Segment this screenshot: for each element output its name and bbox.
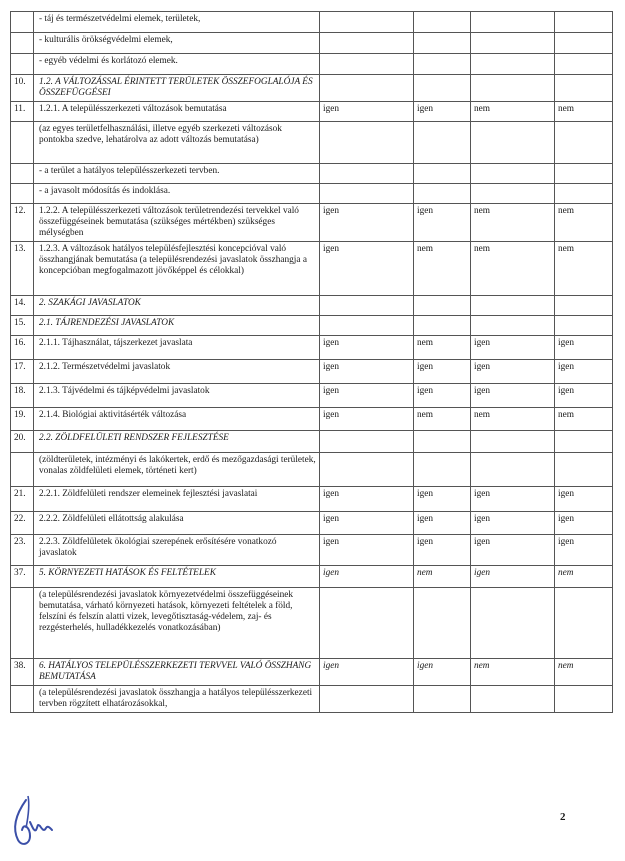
row-number	[11, 588, 34, 659]
value-cell	[471, 431, 555, 453]
table-row	[11, 242, 613, 296]
row-description: 2.1.3. Tájvédelmi és tájképvédelmi javaslatok	[34, 384, 320, 408]
value-cell	[471, 122, 555, 164]
value-cell: igen	[320, 102, 414, 122]
signature	[6, 792, 66, 850]
value-cell	[320, 588, 414, 659]
row-number: 38.	[11, 659, 34, 686]
value-cell: igen	[414, 102, 471, 122]
row-number	[11, 164, 34, 184]
value-cell	[555, 12, 613, 33]
table-row	[11, 122, 613, 164]
table-row	[11, 54, 613, 75]
value-cell	[471, 184, 555, 204]
value-cell	[414, 75, 471, 102]
table-row	[11, 296, 613, 316]
row-number: 20.	[11, 431, 34, 453]
value-cell	[471, 164, 555, 184]
value-cell: igen	[414, 204, 471, 242]
value-cell	[320, 184, 414, 204]
table-row	[11, 164, 613, 184]
value-cell	[320, 686, 414, 713]
value-cell: igen	[555, 512, 613, 535]
row-description: 2.1. TÁJRENDEZÉSI JAVASLATOK	[34, 316, 320, 336]
value-cell	[320, 316, 414, 336]
value-cell	[320, 431, 414, 453]
value-cell	[320, 164, 414, 184]
row-number: 13.	[11, 242, 34, 296]
value-cell	[555, 122, 613, 164]
requirements-table	[10, 11, 613, 713]
value-cell: igen	[320, 566, 414, 588]
table-row	[11, 204, 613, 242]
row-number: 18.	[11, 384, 34, 408]
value-cell: nem	[555, 242, 613, 296]
row-description: 2.1.2. Természetvédelmi javaslatok	[34, 360, 320, 384]
value-cell: nem	[555, 408, 613, 431]
table-row	[11, 408, 613, 431]
value-cell	[414, 686, 471, 713]
table-row	[11, 487, 613, 512]
value-cell: igen	[555, 487, 613, 512]
value-cell: nem	[414, 242, 471, 296]
row-number	[11, 33, 34, 54]
row-number: 22.	[11, 512, 34, 535]
table-row	[11, 384, 613, 408]
row-description: - kulturális örökségvédelmi elemek,	[34, 33, 320, 54]
table-row	[11, 453, 613, 487]
value-cell	[555, 54, 613, 75]
value-cell: igen	[320, 659, 414, 686]
value-cell: igen	[555, 360, 613, 384]
value-cell	[555, 453, 613, 487]
value-cell: igen	[471, 487, 555, 512]
row-description: 1.2. A VÁLTOZÁSSAL ÉRINTETT TERÜLETEK ÖSSZEFOGLALÓJA ÉS ÖSSZEFÜGGÉSEI	[34, 75, 320, 102]
value-cell: igen	[414, 659, 471, 686]
value-cell: igen	[414, 384, 471, 408]
value-cell	[320, 75, 414, 102]
value-cell: nem	[471, 204, 555, 242]
value-cell	[555, 33, 613, 54]
value-cell: nem	[555, 204, 613, 242]
table-row	[11, 33, 613, 54]
value-cell	[414, 122, 471, 164]
value-cell	[555, 296, 613, 316]
row-description: 2.1.1. Tájhasználat, tájszerkezet javaslata	[34, 336, 320, 360]
value-cell: igen	[471, 384, 555, 408]
page-number: 2	[560, 811, 566, 823]
row-description: 1.2.2. A településszerkezeti változások területrendezési tervekkel való összefüggéseinek bemutatása (szükséges mértékben) szükséges mélységben	[34, 204, 320, 242]
value-cell: igen	[414, 535, 471, 566]
row-description: 2.2. ZÖLDFELÜLETI RENDSZER FEJLESZTÉSE	[34, 431, 320, 453]
row-description: 2.2.3. Zöldfelületek ökológiai szerepének erősítésére vonatkozó javaslatok	[34, 535, 320, 566]
value-cell: igen	[320, 204, 414, 242]
table-row	[11, 336, 613, 360]
value-cell: igen	[320, 535, 414, 566]
table-row	[11, 360, 613, 384]
value-cell: igen	[414, 487, 471, 512]
value-cell: igen	[320, 512, 414, 535]
value-cell	[414, 316, 471, 336]
value-cell	[414, 54, 471, 75]
value-cell	[471, 686, 555, 713]
value-cell: nem	[471, 408, 555, 431]
value-cell: nem	[555, 102, 613, 122]
row-number: 16.	[11, 336, 34, 360]
value-cell: igen	[471, 512, 555, 535]
value-cell	[471, 316, 555, 336]
table-row	[11, 75, 613, 102]
value-cell: igen	[555, 535, 613, 566]
table-row	[11, 588, 613, 659]
value-cell	[320, 54, 414, 75]
row-number	[11, 686, 34, 713]
row-number	[11, 122, 34, 164]
value-cell	[414, 296, 471, 316]
value-cell	[471, 588, 555, 659]
value-cell	[414, 431, 471, 453]
table-row	[11, 184, 613, 204]
row-description: - a javasolt módosítás és indoklása.	[34, 184, 320, 204]
row-description: (a településrendezési javaslatok összhangja a hatályos településszerkezeti tervben rögzített elhatározásokkal,	[34, 686, 320, 713]
value-cell: nem	[471, 659, 555, 686]
value-cell	[555, 588, 613, 659]
value-cell: igen	[471, 360, 555, 384]
row-description: 2.2.2. Zöldfelületi ellátottság alakulása	[34, 512, 320, 535]
row-description: 1.2.1. A településszerkezeti változások bemutatása	[34, 102, 320, 122]
row-description: - a terület a hatályos településszerkezeti tervben.	[34, 164, 320, 184]
row-description: - egyéb védelmi és korlátozó elemek.	[34, 54, 320, 75]
value-cell: nem	[555, 659, 613, 686]
table-row	[11, 431, 613, 453]
value-cell	[555, 164, 613, 184]
row-description: 2.2.1. Zöldfelületi rendszer elemeinek fejlesztési javaslatai	[34, 487, 320, 512]
value-cell: igen	[320, 408, 414, 431]
row-number: 12.	[11, 204, 34, 242]
value-cell: igen	[471, 535, 555, 566]
value-cell	[471, 453, 555, 487]
value-cell: igen	[320, 384, 414, 408]
row-description: 2.1.4. Biológiai aktivitásérték változása	[34, 408, 320, 431]
row-number	[11, 12, 34, 33]
value-cell	[555, 686, 613, 713]
value-cell: nem	[414, 408, 471, 431]
table-row	[11, 102, 613, 122]
table-row	[11, 316, 613, 336]
row-number	[11, 54, 34, 75]
value-cell	[414, 33, 471, 54]
row-number: 23.	[11, 535, 34, 566]
row-number: 11.	[11, 102, 34, 122]
table-row	[11, 512, 613, 535]
value-cell	[471, 33, 555, 54]
value-cell	[414, 453, 471, 487]
value-cell: igen	[414, 360, 471, 384]
value-cell: igen	[555, 336, 613, 360]
value-cell: igen	[320, 242, 414, 296]
value-cell: igen	[320, 487, 414, 512]
row-number: 15.	[11, 316, 34, 336]
row-number: 37.	[11, 566, 34, 588]
value-cell: nem	[414, 566, 471, 588]
value-cell: igen	[320, 360, 414, 384]
value-cell	[471, 12, 555, 33]
value-cell	[471, 54, 555, 75]
value-cell	[320, 296, 414, 316]
value-cell	[471, 296, 555, 316]
value-cell: igen	[414, 512, 471, 535]
value-cell	[414, 184, 471, 204]
row-description: (a településrendezési javaslatok környezetvédelmi összefüggéseinek bemutatása, várható környezeti hatások, környezeti feltételek a föld, felszíni és felszín alatti vizek, levegőtisztaság-védelem, zaj- és rezgésterhelés, hulladékkezelés vonatkozásában)	[34, 588, 320, 659]
table-row	[11, 659, 613, 686]
value-cell	[320, 33, 414, 54]
value-cell	[414, 12, 471, 33]
row-description: 1.2.3. A változások hatályos településfejlesztési koncepcióval való összhangjának bemutatása (a településrendezési javaslatok összhangja a koncepcióban megfogalmazott jövőképpel és célokkal)	[34, 242, 320, 296]
row-description: 2. SZAKÁGI JAVASLATOK	[34, 296, 320, 316]
row-description: (zöldterületek, intézményi és lakókertek, erdő és mezőgazdasági területek, vonalas zöldfelületi elemek, történeti kert)	[34, 453, 320, 487]
table-row	[11, 566, 613, 588]
value-cell: igen	[471, 336, 555, 360]
row-number: 17.	[11, 360, 34, 384]
table-row	[11, 686, 613, 713]
value-cell: igen	[471, 566, 555, 588]
value-cell	[320, 453, 414, 487]
table-row	[11, 12, 613, 33]
value-cell	[414, 164, 471, 184]
value-cell: nem	[471, 242, 555, 296]
row-description: (az egyes területfelhasználási, illetve egyéb szerkezeti változások pontokba szedve, lehatárolva az adott változás bemutatása)	[34, 122, 320, 164]
row-number: 19.	[11, 408, 34, 431]
value-cell	[320, 122, 414, 164]
row-number: 21.	[11, 487, 34, 512]
table-row	[11, 535, 613, 566]
value-cell	[555, 184, 613, 204]
row-number	[11, 184, 34, 204]
value-cell: igen	[555, 384, 613, 408]
value-cell	[471, 75, 555, 102]
value-cell	[320, 12, 414, 33]
value-cell	[414, 588, 471, 659]
row-description: - táj és természetvédelmi elemek, területek,	[34, 12, 320, 33]
value-cell: nem	[555, 566, 613, 588]
row-number: 10.	[11, 75, 34, 102]
row-number: 14.	[11, 296, 34, 316]
row-description: 6. HATÁLYOS TELEPÜLÉSSZERKEZETI TERVVEL VALÓ ÖSSZHANG BEMUTATÁSA	[34, 659, 320, 686]
value-cell	[555, 431, 613, 453]
row-number	[11, 453, 34, 487]
value-cell: nem	[414, 336, 471, 360]
value-cell	[555, 316, 613, 336]
value-cell	[555, 75, 613, 102]
value-cell: igen	[320, 336, 414, 360]
value-cell: nem	[471, 102, 555, 122]
row-description: 5. KÖRNYEZETI HATÁSOK ÉS FELTÉTELEK	[34, 566, 320, 588]
